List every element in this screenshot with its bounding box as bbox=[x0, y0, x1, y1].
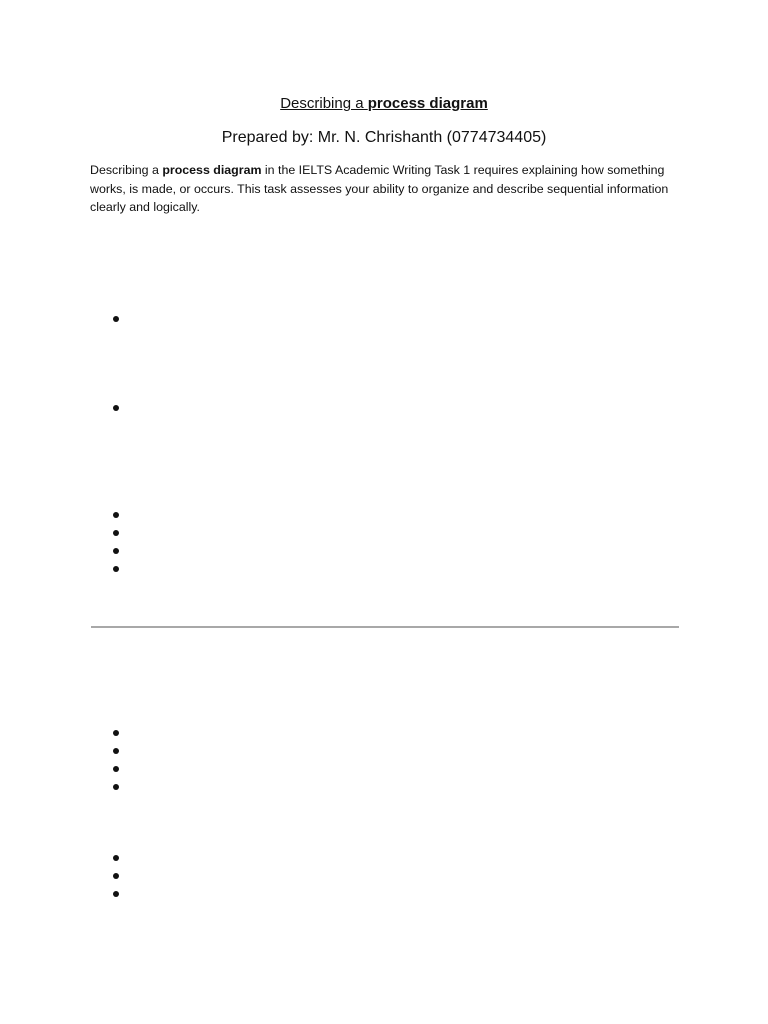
bullet-marker bbox=[113, 766, 119, 772]
bullet-marker bbox=[113, 730, 119, 736]
bullet-marker bbox=[113, 891, 119, 897]
bullet-marker bbox=[113, 405, 119, 411]
intro-prefix: Describing a bbox=[90, 163, 163, 177]
bullet-marker bbox=[113, 316, 119, 322]
bullet-marker bbox=[113, 548, 119, 554]
bullet-marker bbox=[113, 784, 119, 790]
title-prefix: Describing a bbox=[280, 95, 368, 112]
bullet-marker bbox=[113, 566, 119, 572]
intro-bold: process diagram bbox=[162, 163, 262, 177]
bullet-marker bbox=[113, 855, 119, 861]
bullet-marker bbox=[113, 748, 119, 754]
intro-rest: in the IELTS Academic Writing Task 1 requires explaining how something works, is made, or occurs. This task assesses your ability to organize and describe sequential information clearly and logically. bbox=[90, 163, 669, 214]
intro-paragraph bbox=[90, 161, 690, 217]
bullet-marker bbox=[113, 530, 119, 536]
title-underlined bbox=[280, 95, 488, 112]
horizontal-rule bbox=[91, 626, 679, 628]
bullet-marker bbox=[113, 873, 119, 879]
document-title bbox=[0, 94, 768, 114]
title-bold: process diagram bbox=[367, 95, 488, 112]
prepared-by: Prepared by: Mr. N. Chrishanth (0774734405) bbox=[221, 129, 547, 146]
bullet-marker bbox=[113, 512, 119, 518]
